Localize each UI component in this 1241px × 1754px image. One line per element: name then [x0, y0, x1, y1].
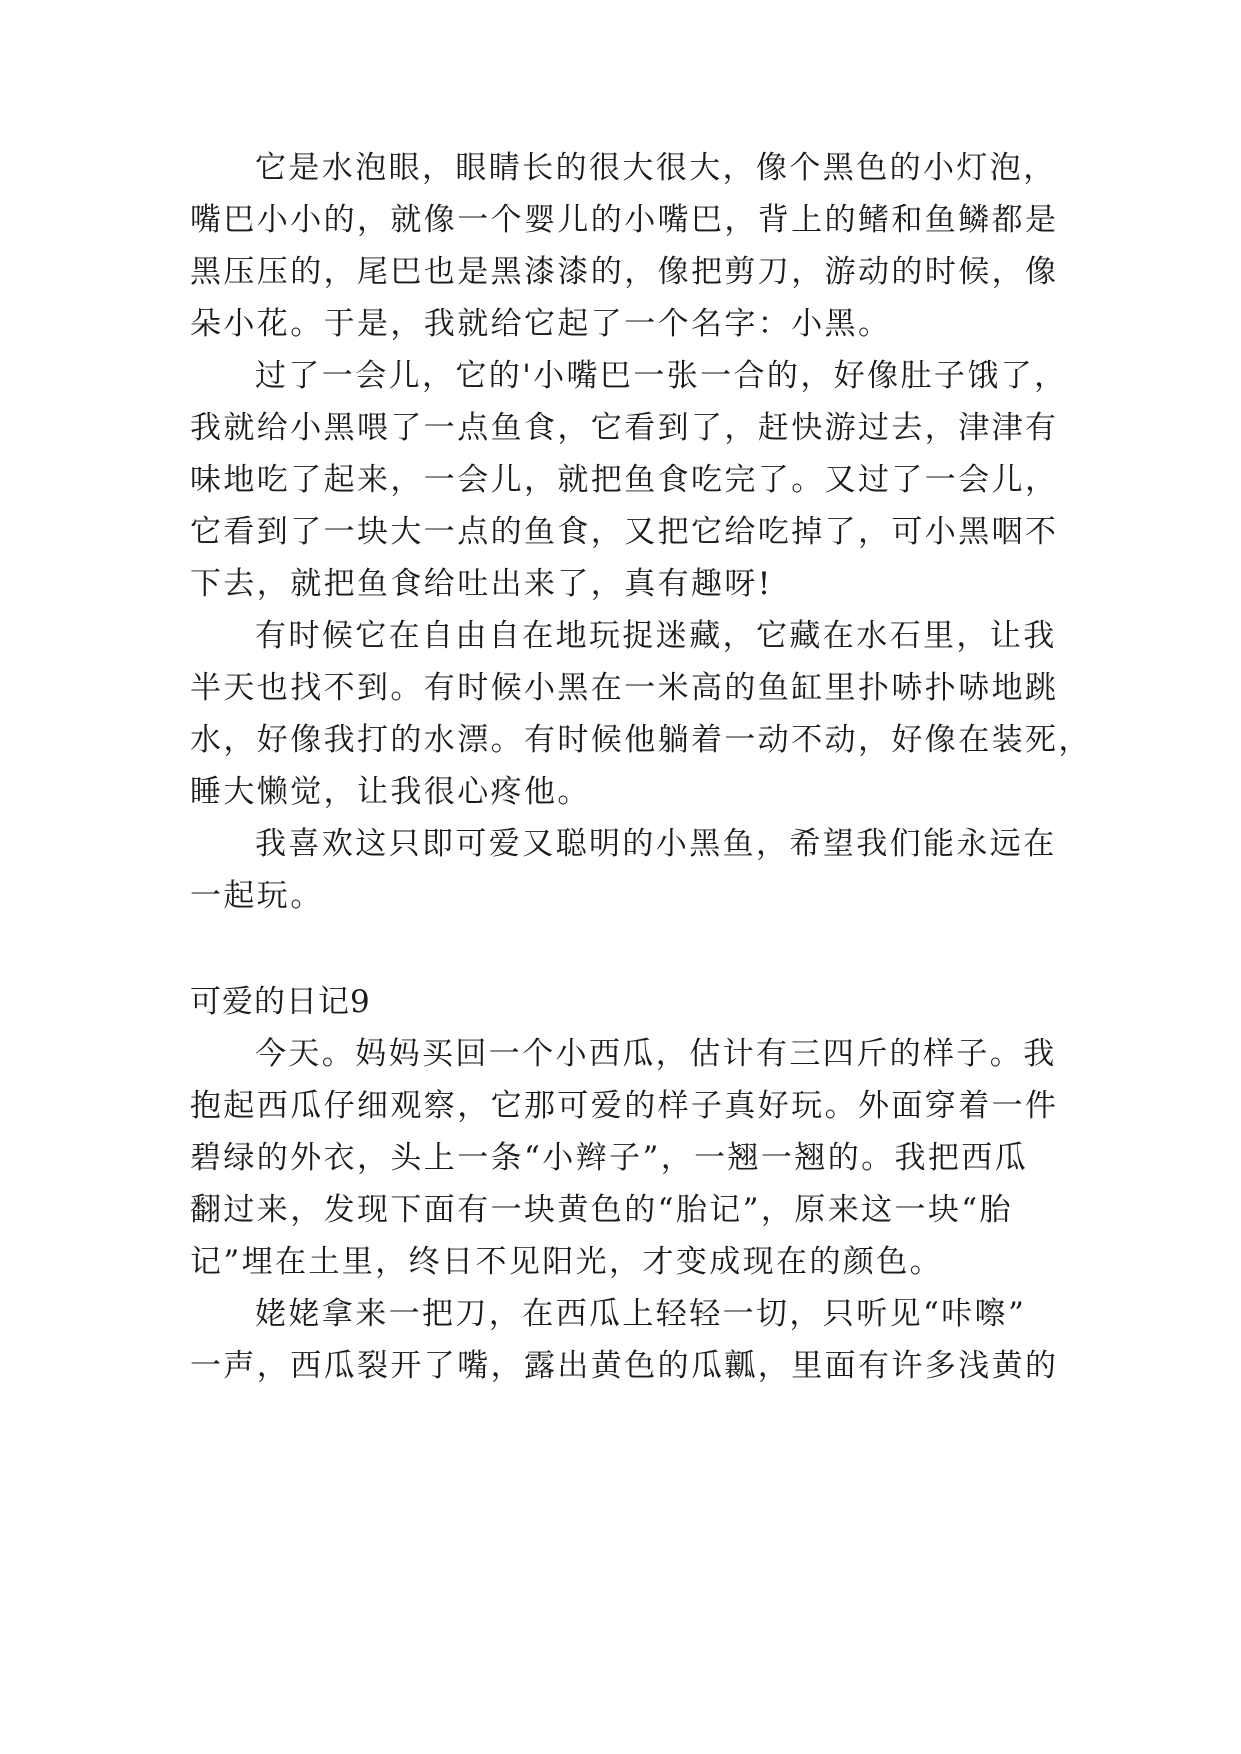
- paragraph-line: 姥姥拿来一把刀，在西瓜上轻轻一切，只听见“咔嚓”: [255, 1296, 1027, 1332]
- paragraph-line: 睡大懒觉，让我很心疼他。: [190, 774, 591, 810]
- paragraph-line: 它看到了一块大一点的鱼食，又把它给吃掉了，可小黑咽不: [190, 514, 1059, 550]
- paragraph-line: 黑压压的，尾巴也是黑漆漆的，像把剪刀，游动的时候，像: [190, 254, 1059, 290]
- paragraph-line: 一声，西瓜裂开了嘴，露出黄色的瓜瓤，里面有许多浅黄的: [190, 1348, 1059, 1384]
- paragraph-line: 有时候它在自由自在地玩捉迷藏，它藏在水石里，让我: [255, 618, 1057, 654]
- paragraph-line: 下去，就把鱼食给吐出来了，真有趣呀!: [190, 566, 773, 602]
- paragraph-line: 今天。妈妈买回一个小西瓜，估计有三四斤的样子。我: [255, 1036, 1057, 1072]
- paragraph-line: 我就给小黑喂了一点鱼食，它看到了，赶快游过去，津津有: [190, 410, 1059, 446]
- paragraph-line: 翻过来，发现下面有一块黄色的“胎记”，原来这一块“胎: [190, 1192, 1013, 1228]
- paragraph-line: 记”埋在土里，终日不见阳光，才变成现在的颜色。: [190, 1244, 944, 1280]
- section-title: 可爱的日记9: [190, 984, 371, 1020]
- paragraph-line: 水，好像我打的水漂。有时候他躺着一动不动，好像在装死，: [190, 722, 1092, 758]
- paragraph-line: 它是水泡眼，眼睛长的很大很大，像个黑色的小灯泡，: [255, 150, 1057, 186]
- paragraph-line: 碧绿的外衣，头上一条“小辫子”，一翘一翘的。我把西瓜: [190, 1140, 1029, 1176]
- paragraph-line: 味地吃了起来，一会儿，就把鱼食吃完了。又过了一会儿，: [190, 462, 1059, 498]
- paragraph-line: 半天也找不到。有时候小黑在一米高的鱼缸里扑哧扑哧地跳: [190, 670, 1059, 706]
- paragraph-line: 一起玩。: [190, 878, 324, 914]
- paragraph-line: 朵小花。于是，我就给它起了一个名字：小黑。: [190, 306, 892, 342]
- paragraph-line: 抱起西瓜仔细观察，它那可爱的样子真好玩。外面穿着一件: [190, 1088, 1059, 1124]
- paragraph-line: 嘴巴小小的，就像一个婴儿的小嘴巴，背上的鳍和鱼鳞都是: [190, 202, 1059, 238]
- paragraph-line: 我喜欢这只即可爱又聪明的小黑鱼，希望我们能永远在: [255, 826, 1057, 862]
- paragraph-line: 过了一会儿，它的'小嘴巴一张一合的，好像肚子饿了，: [255, 358, 1068, 394]
